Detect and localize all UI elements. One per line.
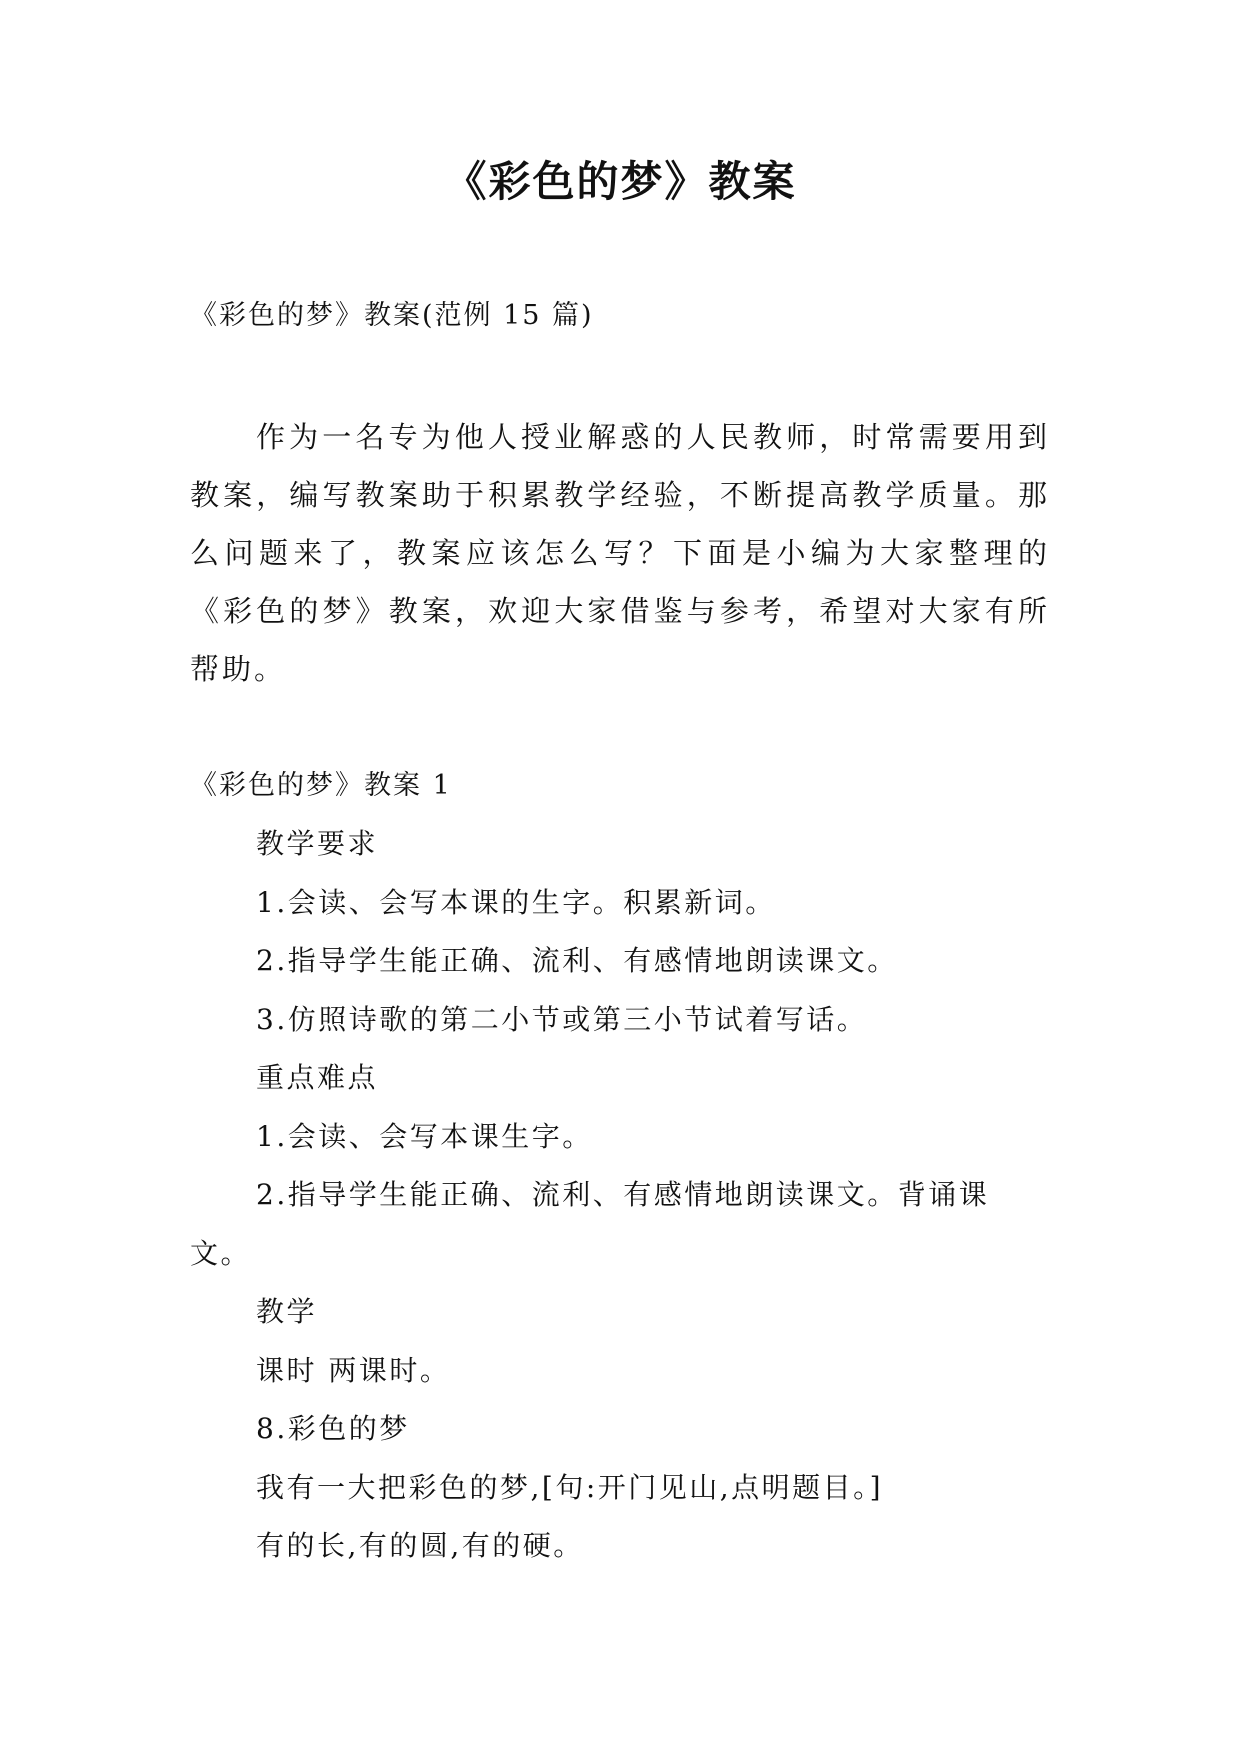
body-line-poem: 我有一大把彩色的梦,[句:开门见山,点明题目。] <box>256 1470 884 1504</box>
body-line: 教学 <box>256 1295 318 1328</box>
document-title: 《彩色的梦》教案 <box>444 157 797 206</box>
intro-paragraph: 作为一名专为他人授业解惑的人民教师，时常需要用到教案，编写教案助于积累教学经验，不断提高教学质量。那么问题来了，教案应该怎么写？下面是小编为大家整理的《彩色的梦》教案，欢迎大家借鉴与参考，希望对大家有所帮助。 <box>190 420 1050 686</box>
body-line-teaching-requirements: 教学要求 <box>256 827 379 860</box>
body-line-key-difficulties: 重点难点 <box>256 1061 379 1094</box>
body-line: 1.会读、会写本课生字。 <box>256 1119 593 1153</box>
body-line: 课时 两课时。 <box>256 1353 451 1387</box>
body-line: 2.指导学生能正确、流利、有感情地朗读课文。 <box>256 944 898 977</box>
body-line: 2.指导学生能正确、流利、有感情地朗读课文。背诵课文。 <box>190 1178 990 1270</box>
body-line: 3.仿照诗歌的第二小节或第三小节试着写话。 <box>256 1002 868 1036</box>
section-heading: 《彩色的梦》教案 1 <box>190 770 452 801</box>
body-line-lesson-title: 8.彩色的梦 <box>256 1412 410 1445</box>
document-subtitle: 《彩色的梦》教案(范例 15 篇) <box>190 300 594 331</box>
body-line-poem: 有的长,有的圆,有的硬。 <box>256 1529 584 1562</box>
body-line: 1.会读、会写本课的生字。积累新词。 <box>256 885 776 919</box>
lesson-body <box>190 815 1050 1576</box>
